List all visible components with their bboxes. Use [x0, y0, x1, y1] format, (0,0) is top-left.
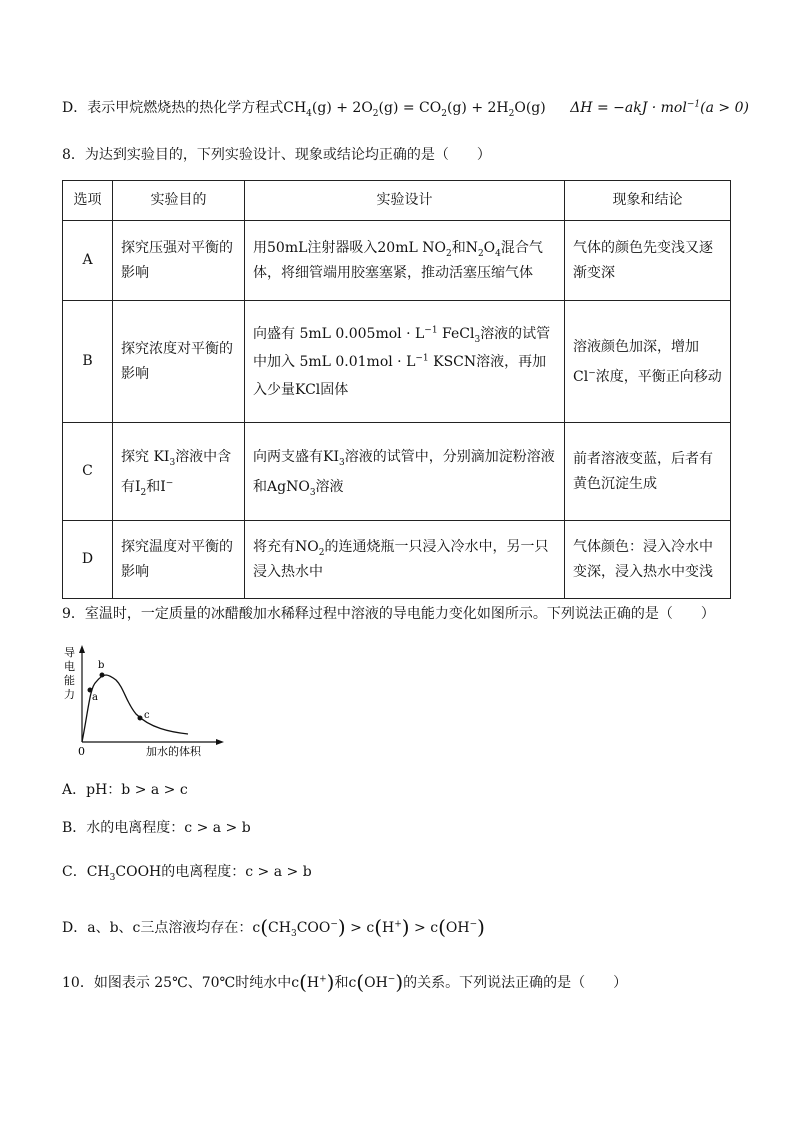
row-goal: 探究 $KI_3$溶液中含有$I_2$和I− [113, 423, 245, 521]
row-design: 将充有$NO_2$的连通烧瓶一只浸入冷水中，另一只浸入热水中 [245, 521, 565, 599]
option-d-line [62, 98, 749, 118]
header-option: 选项 [63, 181, 113, 221]
table-row [63, 423, 731, 521]
question-10-stem: 10．如图表示 25℃、70℃时纯水中c(H+)和c(OH−)的关系。下列说法正确的是（ ） [62, 970, 628, 994]
point-a-label: a [92, 692, 98, 703]
x-axis-label: 加水的体积 [146, 745, 201, 758]
table-row [63, 301, 731, 423]
origin-label: 0 [78, 745, 85, 758]
point-b [100, 673, 105, 678]
q9-option-b: B．水的电离程度：c > a > b [62, 820, 251, 836]
q9-option-d: D．a、b、c三点溶液均存在：$c(CH_3COO^-) > c(H^+) > c(OH^-)$ [62, 915, 485, 939]
row-goal: 探究温度对平衡的影响 [113, 521, 245, 599]
row-result: 气体的颜色先变浅又逐渐变深 [565, 221, 731, 301]
row-design: 向两支盛有$KI_3$溶液的试管中，分别滴加淀粉溶液和AgNO$_3$溶液 [245, 423, 565, 521]
x-axis-arrow-icon [216, 739, 224, 745]
point-c-label: c [144, 710, 150, 721]
q9-option-c: C．$CH_3COOH$的电离程度：c > a > b [62, 864, 312, 883]
question-9-stem: 9．室温时，一定质量的冰醋酸加水稀释过程中溶液的导电能力变化如图所示。下列说法正确的是（ ） [62, 606, 715, 622]
point-c [138, 716, 143, 721]
enthalpy: ΔH = −akJ · mol$^{-1}$(a > 0) [570, 99, 749, 116]
row-result: 气体颜色：浸入冷水中变深，浸入热水中变浅 [565, 521, 731, 599]
header-result: 现象和结论 [565, 181, 731, 221]
row-result: 溶液颜色加深，增加Cl−浓度，平衡正向移动 [565, 301, 731, 423]
row-option: B [63, 301, 113, 423]
option-d-label: D．表示甲烷燃烧热的热化学方程式 [62, 100, 284, 116]
table-header-row [63, 181, 731, 221]
conductivity-curve [82, 675, 188, 742]
header-design: 实验设计 [245, 181, 565, 221]
row-option: C [63, 423, 113, 521]
row-goal: 探究浓度对平衡的影响 [113, 301, 245, 423]
y-axis-label: 导电能力 [64, 646, 75, 701]
row-result: 前者溶液变蓝，后者有黄色沉淀生成 [565, 423, 731, 521]
header-goal: 实验目的 [113, 181, 245, 221]
row-design: 用50mL注射器吸入20mL $NO_2$和$N_2O_4$混合气体，将细管端用胶塞塞紧，推动活塞压缩气体 [245, 221, 565, 301]
question-8-table [62, 180, 731, 599]
y-axis-arrow-icon [79, 645, 85, 653]
row-option: D [63, 521, 113, 599]
table-row [63, 521, 731, 599]
q9-option-a: A．pH：b > a > c [62, 782, 188, 798]
equation: $CH_4(g) + 2O_2(g) = CO_2(g) + 2H_2O(g)$ [283, 100, 546, 119]
table-row [63, 221, 731, 301]
row-goal: 探究压强对平衡的影响 [113, 221, 245, 301]
row-design: 向盛有 5mL $0.005mol \cdot L^{-1}$ FeCl$_3$溶液的试管中加入 5mL $0.01mol \cdot L^{-1}$ KSCN溶液，再加入少量KCl固体 [245, 301, 565, 423]
question-8-stem: 8．为达到实验目的，下列实验设计、现象或结论均正确的是（ ） [62, 147, 491, 163]
row-option: A [63, 221, 113, 301]
point-b-label: b [98, 660, 105, 671]
conductivity-graph [60, 642, 230, 762]
